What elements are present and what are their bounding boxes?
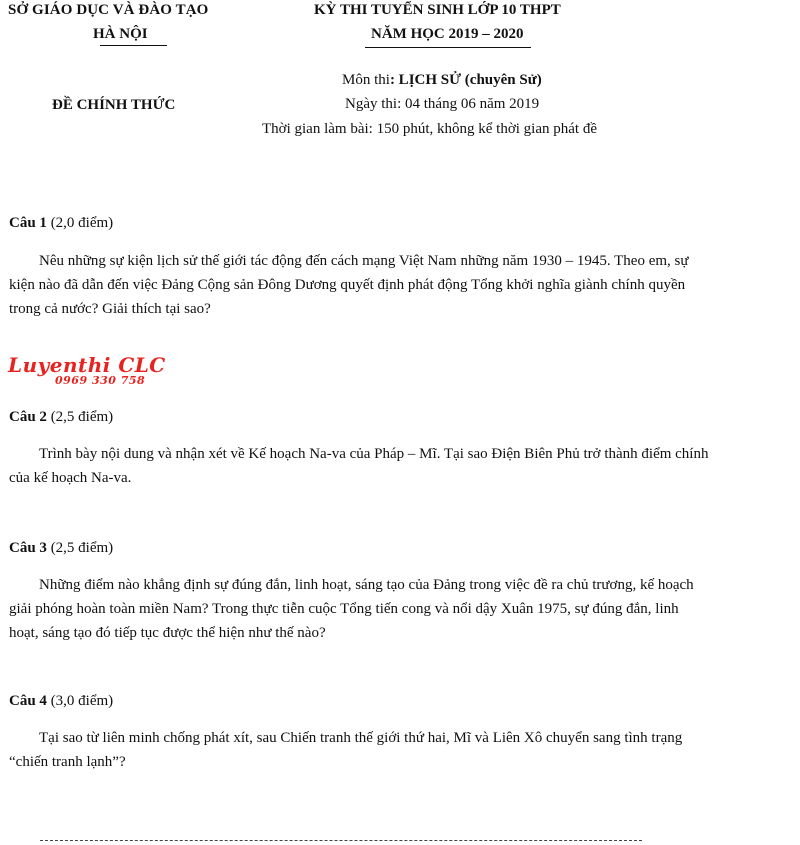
subject-prefix: Môn thi bbox=[342, 72, 390, 88]
question-3-heading bbox=[9, 540, 113, 557]
footer-dashed-rule bbox=[40, 840, 642, 841]
question-3-title: Câu 3 bbox=[9, 540, 47, 556]
question-2-points: (2,5 điểm) bbox=[46, 409, 114, 425]
school-year: NĂM HỌC 2019 – 2020 bbox=[371, 26, 524, 42]
question-3-points: (2,5 điểm) bbox=[46, 540, 114, 556]
exam-title: KỲ THI TUYỂN SINH LỚP 10 THPT bbox=[314, 2, 561, 18]
question-1-body: Nêu những sự kiện lịch sử thế giới tác động đến cách mạng Việt Nam những năm 1930 – 1945. Theo em, sự kiện nào đã dẫn đến việc Đảng Cộng sản Đông Dương quyết định phát động Tổng khởi nghĩa giành chính quyền trong cả nước? Giải thích tại sao? bbox=[9, 253, 689, 317]
watermark-name: Luyenthi CLC bbox=[8, 353, 166, 377]
department-name: SỞ GIÁO DỤC VÀ ĐÀO TẠO bbox=[8, 2, 209, 18]
question-2-heading bbox=[9, 409, 113, 426]
question-4-points: (3,0 điểm) bbox=[46, 693, 114, 709]
exam-duration: Thời gian làm bài: 150 phút, không kể thời gian phát đề bbox=[262, 121, 597, 137]
question-4-title: Câu 4 bbox=[9, 693, 47, 709]
header-right-underline bbox=[365, 47, 531, 48]
subject-line bbox=[342, 72, 542, 89]
question-1-title: Câu 1 bbox=[9, 215, 47, 231]
question-2-body: Trình bày nội dung và nhận xét về Kế hoạch Na-va của Pháp – Mĩ. Tại sao Điện Biên Phủ trở thành điểm chính của kế hoạch Na-va. bbox=[9, 446, 709, 486]
exam-date: Ngày thi: 04 tháng 06 năm 2019 bbox=[345, 96, 540, 112]
watermark-phone: 0969 330 758 bbox=[55, 374, 146, 387]
question-3-body: Những điểm nào khẳng định sự đúng đắn, linh hoạt, sáng tạo của Đảng trong việc đề ra chủ trương, kế hoạch giải phóng hoàn toàn miền Nam? Trong thực tiễn cuộc Tổng tiến cong và nổi dậy Xuân 1975, sự đúng đắn, linh hoạt, sáng tạo đó tiếp tục được thể hiện như thế nào? bbox=[9, 577, 694, 641]
city-name: HÀ NỘI bbox=[93, 26, 148, 42]
official-exam-label: ĐỀ CHÍNH THỨC bbox=[52, 97, 176, 113]
subject-value: : LỊCH SỬ (chuyên Sử) bbox=[389, 72, 542, 88]
question-1-heading bbox=[9, 215, 113, 232]
question-2-title: Câu 2 bbox=[9, 409, 47, 425]
question-1-points: (2,0 điểm) bbox=[46, 215, 114, 231]
question-4-body: Tại sao từ liên minh chống phát xít, sau Chiến tranh thế giới thứ hai, Mĩ và Liên Xô chuyển sang tình trạng “chiến tranh lạnh”? bbox=[9, 730, 683, 770]
question-4-heading bbox=[9, 693, 113, 710]
header-left-underline bbox=[100, 45, 167, 46]
